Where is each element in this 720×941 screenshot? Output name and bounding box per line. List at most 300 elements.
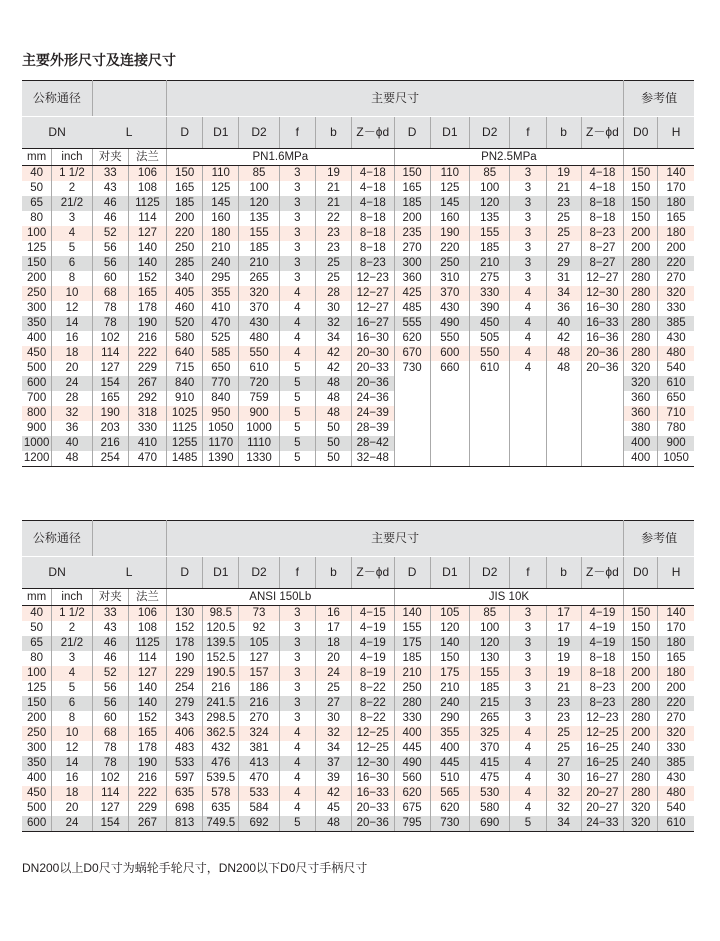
table-cell: 3 — [279, 256, 315, 271]
table-cell: 8−22 — [352, 696, 395, 711]
table-cell: 320 — [624, 801, 658, 816]
table-cell: 127 — [128, 666, 166, 681]
table-cell: 48 — [52, 451, 92, 467]
table-cell: 110 — [203, 166, 239, 182]
table-cell: 85 — [470, 606, 510, 622]
table-cell: 78 — [92, 316, 128, 331]
table-cell: 135 — [470, 211, 510, 226]
table-cell: 45 — [315, 801, 351, 816]
table-cell: 150 — [624, 606, 658, 622]
table-cell: 539.5 — [203, 771, 239, 786]
table-cell — [546, 376, 581, 391]
table-cell: 127 — [92, 361, 128, 376]
table-cell: 130 — [470, 651, 510, 666]
table-cell: 520 — [167, 316, 203, 331]
table-cell: 280 — [624, 286, 658, 301]
table-cell: 8−18 — [352, 226, 395, 241]
table-cell: 20−36 — [581, 346, 624, 361]
table-cell: 12−23 — [352, 271, 395, 286]
table-cell: 4 — [510, 756, 546, 771]
table-cell: 29 — [546, 256, 581, 271]
table-cell: 108 — [128, 621, 166, 636]
table-cell: 36 — [52, 421, 92, 436]
table-cell: 3 — [510, 196, 546, 211]
table-cell: 410 — [128, 436, 166, 451]
table-cell: 8−18 — [581, 666, 624, 681]
table-cell: 900 — [658, 436, 694, 451]
table-cell: 4−19 — [352, 636, 395, 651]
table-cell — [546, 436, 581, 451]
table-cell: 320 — [624, 376, 658, 391]
table-cell: 200 — [394, 211, 430, 226]
table-cell: 20−33 — [352, 801, 395, 816]
table-cell: 165 — [128, 726, 166, 741]
table-cell: 3 — [279, 271, 315, 286]
table-cell: 300 — [22, 741, 52, 756]
table-cell: 380 — [624, 421, 658, 436]
table-cell: 3 — [510, 696, 546, 711]
table-cell: 8−23 — [581, 226, 624, 241]
table-cell: 675 — [394, 801, 430, 816]
table-cell: 413 — [239, 756, 279, 771]
table-cell: 23 — [546, 696, 581, 711]
table-cell: 155 — [470, 666, 510, 681]
table-cell: 220 — [430, 241, 469, 256]
table-cell: 4 — [510, 286, 546, 301]
table-cell: 200 — [22, 711, 52, 726]
table-cell: 33 — [92, 166, 128, 182]
table-cell: 4 — [510, 801, 546, 816]
table-cell: 39 — [315, 771, 351, 786]
table-cell — [394, 451, 430, 467]
table-cell: 152 — [128, 711, 166, 726]
table-cell: 540 — [666, 802, 686, 814]
table-row — [22, 211, 694, 226]
table-cell: 8−18 — [581, 211, 624, 226]
table-cell: 200 — [624, 226, 658, 241]
unit-label-0: mm — [22, 149, 52, 166]
table-cell: 100 — [239, 181, 279, 196]
table-cell: 250 — [167, 241, 203, 256]
table-cell — [430, 421, 469, 436]
table-cell: 130 — [167, 606, 203, 622]
table-cell: 34 — [546, 286, 581, 301]
table-cell: 25 — [546, 226, 581, 241]
table-cell: 16−25 — [581, 756, 624, 771]
table-cell: 216 — [239, 696, 279, 711]
table-cell: 560 — [394, 771, 430, 786]
table-row — [22, 181, 694, 196]
table-cell: 190 — [128, 756, 166, 771]
table-cell: 620 — [394, 786, 430, 801]
table-cell: 330 — [394, 711, 430, 726]
table-cell: 3 — [279, 696, 315, 711]
table-cell: 730 — [430, 816, 469, 832]
table-cell: 178 — [167, 636, 203, 651]
table-cell: 265 — [470, 711, 510, 726]
table-cell: 8−23 — [352, 256, 395, 271]
table-cell: 154 — [92, 376, 128, 391]
table-cell: 325 — [470, 726, 510, 741]
table-cell: 240 — [624, 756, 658, 771]
table-cell: 48 — [315, 391, 351, 406]
table-row — [22, 651, 694, 666]
table-cell: 210 — [203, 241, 239, 256]
table-cell: 21 — [546, 181, 581, 196]
table-cell: 170 — [666, 182, 686, 194]
table-row — [22, 451, 694, 467]
table-cell: 1390 — [203, 451, 239, 467]
table-cell: 105 — [239, 636, 279, 651]
table-cell: 178 — [128, 301, 166, 316]
table-cell: 16−25 — [581, 741, 624, 756]
header-nominal-diameter: 公称通径 — [22, 521, 92, 557]
table-cell: 3 — [510, 621, 546, 636]
table-cell: 30 — [546, 771, 581, 786]
table-cell: 4 — [279, 786, 315, 801]
table-cell: 280 — [394, 696, 430, 711]
table-cell: 1000 — [22, 436, 52, 451]
table-cell: 3 — [510, 226, 546, 241]
header-nominal-diameter: 公称通径 — [22, 81, 92, 117]
table-cell: 18 — [315, 636, 351, 651]
table-cell: 555 — [394, 316, 430, 331]
table-cell: 65 — [22, 636, 52, 651]
table-row — [22, 696, 694, 711]
table-cell: 250 — [22, 726, 52, 741]
table-cell — [430, 451, 469, 467]
header-spacer — [92, 81, 166, 117]
table-cell: 155 — [394, 621, 430, 636]
table-cell: 27 — [546, 241, 581, 256]
table-cell: 360 — [624, 406, 658, 421]
table-cell: 165 — [128, 286, 166, 301]
table-cell: 185 — [394, 196, 430, 211]
table-cell — [581, 391, 624, 406]
table-cell: 2 — [52, 621, 92, 636]
table-cell: 50 — [315, 436, 351, 451]
table-cell: 3 — [279, 196, 315, 211]
table-cell: 390 — [470, 301, 510, 316]
table-cell: 355 — [203, 286, 239, 301]
table-cell: 24 — [315, 666, 351, 681]
table-cell: 8−27 — [581, 241, 624, 256]
header-col-b: b — [315, 117, 351, 149]
table-cell: 275 — [470, 271, 510, 286]
table-cell: 759 — [239, 391, 279, 406]
table-cell: 1050 — [658, 451, 694, 467]
table-cell: 20−36 — [352, 376, 395, 391]
table-cell: 485 — [394, 301, 430, 316]
unit-label-2: 对夹 — [92, 589, 128, 606]
table-cell: 610 — [658, 376, 694, 391]
table-row — [22, 756, 694, 771]
table-cell: 100 — [22, 666, 52, 681]
table-cell: 186 — [239, 681, 279, 696]
table-cell: 4 — [279, 771, 315, 786]
table-cell: 23 — [546, 196, 581, 211]
table-cell: 185 — [239, 241, 279, 256]
table-cell: 290 — [430, 711, 469, 726]
table-cell — [430, 376, 469, 391]
table-cell: 800 — [22, 406, 52, 421]
table-cell: 620 — [430, 801, 469, 816]
table-cell: 480 — [239, 331, 279, 346]
header-col-f: f — [510, 117, 546, 149]
table-cell: 12−27 — [581, 271, 624, 286]
table-cell: 280 — [624, 696, 658, 711]
table-cell: 170 — [666, 622, 686, 634]
table-cell: 310 — [430, 271, 469, 286]
table-cell: 300 — [22, 301, 52, 316]
table-cell: 114 — [128, 211, 166, 226]
header-col-zd: Z－ϕd — [352, 557, 395, 589]
table-cell: 25 — [546, 741, 581, 756]
table-cell: 350 — [22, 756, 52, 771]
table-cell: 400 — [22, 771, 52, 786]
table-cell: 3 — [510, 271, 546, 286]
table-cell: 185 — [394, 651, 430, 666]
table-cell: 12 — [52, 301, 92, 316]
table-cell: 370 — [470, 741, 510, 756]
table-cell — [581, 406, 624, 421]
table-cell: 16−36 — [581, 331, 624, 346]
table-cell: 4 — [510, 741, 546, 756]
table-row — [22, 816, 694, 832]
table-cell: 3 — [279, 606, 315, 622]
unit-label-2: 对夹 — [92, 149, 128, 166]
table-cell: 139.5 — [203, 636, 239, 651]
table-cell: 152 — [128, 271, 166, 286]
table-cell: 24 — [52, 816, 92, 832]
standard-right-label: PN2.5MPa — [394, 149, 624, 166]
table-row — [22, 711, 694, 726]
table-cell: 222 — [128, 346, 166, 361]
table-cell: 68 — [92, 286, 128, 301]
table-cell: 220 — [167, 226, 203, 241]
table-cell: 165 — [666, 212, 686, 224]
header-main-dimensions: 主要尺寸 — [167, 81, 624, 117]
table-cell: 200 — [624, 241, 658, 256]
table-cell: 5 — [279, 391, 315, 406]
table-cell: 730 — [394, 361, 430, 376]
table-cell: 235 — [394, 226, 430, 241]
table-cell: 3 — [510, 711, 546, 726]
table-cell: 3 — [279, 666, 315, 681]
table-row — [22, 256, 694, 271]
table-cell: 370 — [430, 286, 469, 301]
table-cell: 510 — [430, 771, 469, 786]
table-cell: 1 1/2 — [52, 166, 92, 182]
table-cell: 200 — [624, 681, 658, 696]
table-cell — [510, 451, 546, 467]
table-cell: 597 — [167, 771, 203, 786]
table-cell: 4 — [510, 316, 546, 331]
table-cell: 3 — [52, 651, 92, 666]
table-cell: 525 — [203, 331, 239, 346]
standard-left-label: PN1.6MPa — [167, 149, 394, 166]
table-cell: 1125 — [167, 421, 203, 436]
table-cell: 8−18 — [352, 241, 395, 256]
table-cell: 3 — [279, 681, 315, 696]
table-cell: 20 — [52, 801, 92, 816]
table-cell: 140 — [394, 606, 430, 622]
table-cell: 127 — [92, 801, 128, 816]
table-cell: 700 — [22, 391, 52, 406]
table-cell: 430 — [430, 301, 469, 316]
table-cell: 154 — [92, 816, 128, 832]
table-cell: 4 — [279, 331, 315, 346]
header-h: H — [658, 557, 694, 589]
header-col-zd: Z－ϕd — [352, 117, 395, 149]
table-cell: 425 — [394, 286, 430, 301]
table-cell: 16−27 — [581, 771, 624, 786]
table-cell: 34 — [315, 741, 351, 756]
header-col-d1: D1 — [430, 557, 469, 589]
table-cell: 370 — [239, 301, 279, 316]
table-cell: 48 — [546, 346, 581, 361]
table-cell: 190 — [128, 316, 166, 331]
table-cell: 320 — [658, 286, 694, 301]
table-cell: 56 — [92, 696, 128, 711]
table-cell: 125 — [430, 181, 469, 196]
table-row — [22, 801, 694, 816]
table-cell: 330 — [128, 421, 166, 436]
table-cell: 610 — [239, 361, 279, 376]
table-cell: 220 — [658, 696, 694, 711]
table-cell: 445 — [394, 741, 430, 756]
table-cell: 165 — [666, 652, 686, 664]
table-cell — [581, 421, 624, 436]
table-cell: 155 — [470, 226, 510, 241]
table-cell: 24−39 — [352, 406, 395, 421]
table-cell: 32−48 — [352, 451, 395, 467]
table-cell: 840 — [203, 391, 239, 406]
table-cell: 360 — [624, 391, 658, 406]
table-cell: 32 — [315, 316, 351, 331]
table-cell: 180 — [658, 666, 694, 681]
table-cell: 710 — [658, 406, 694, 421]
table-cell: 16−30 — [352, 771, 395, 786]
table-cell: 85 — [470, 166, 510, 182]
table-cell: 216 — [92, 436, 128, 451]
table-cell: 106 — [128, 606, 166, 622]
table-row — [22, 421, 694, 436]
table-cell: 190 — [167, 651, 203, 666]
table-cell: 565 — [430, 786, 469, 801]
table-cell: 4−19 — [581, 606, 624, 622]
table-cell: 150 — [167, 166, 203, 182]
table-cell: 4 — [279, 741, 315, 756]
table-cell: 3 — [279, 621, 315, 636]
table-cell: 480 — [658, 346, 694, 361]
table-cell — [546, 391, 581, 406]
table-cell: 216 — [128, 771, 166, 786]
table-cell: 180 — [658, 636, 694, 651]
table-cell: 216 — [128, 331, 166, 346]
table-row — [22, 376, 694, 391]
table-cell: 28 — [315, 286, 351, 301]
table-cell: 28−42 — [352, 436, 395, 451]
table-cell: 267 — [128, 816, 166, 832]
table-cell — [470, 421, 510, 436]
table-cell: 4−19 — [581, 621, 624, 636]
table-row — [22, 666, 694, 681]
table-cell: 14 — [52, 756, 92, 771]
table-cell: 5 — [510, 816, 546, 832]
table-cell: 46 — [92, 211, 128, 226]
table-cell: 37 — [315, 756, 351, 771]
table-cell: 185 — [470, 241, 510, 256]
table-cell: 185 — [167, 196, 203, 211]
unit-label-1: inch — [52, 589, 92, 606]
table-row — [22, 331, 694, 346]
table-row — [22, 241, 694, 256]
table-cell: 46 — [92, 651, 128, 666]
header-dn: DN — [22, 117, 92, 149]
table-cell: 5 — [279, 406, 315, 421]
table-cell — [394, 376, 430, 391]
table-cell: 114 — [92, 786, 128, 801]
table-cell: 73 — [239, 606, 279, 622]
table-cell: 125 — [22, 241, 52, 256]
header-col-b: b — [546, 117, 581, 149]
table-cell: 19 — [546, 636, 581, 651]
table-cell: 698 — [167, 801, 203, 816]
table-cell: 56 — [92, 681, 128, 696]
table-cell: 78 — [92, 741, 128, 756]
table-cell: 640 — [167, 346, 203, 361]
table-cell: 292 — [128, 391, 166, 406]
table-cell: 17 — [315, 621, 351, 636]
table-cell: 3 — [510, 666, 546, 681]
table-cell: 21 — [546, 681, 581, 696]
header-col-d1: D1 — [203, 117, 239, 149]
header-col-zd: Z－ϕd — [581, 557, 624, 589]
table-cell: 430 — [666, 772, 686, 784]
table-cell: 1050 — [203, 421, 239, 436]
table-row — [22, 786, 694, 801]
table-cell: 320 — [624, 361, 658, 376]
table-cell: 48 — [546, 361, 581, 376]
table-cell: 210 — [394, 666, 430, 681]
header-col-d: D — [394, 557, 430, 589]
table-cell: 20 — [52, 361, 92, 376]
table-cell — [470, 436, 510, 451]
table-cell: 78 — [92, 756, 128, 771]
table-cell: 670 — [394, 346, 430, 361]
table-cell: 5 — [52, 241, 92, 256]
table-cell: 6 — [52, 696, 92, 711]
table-row — [22, 166, 694, 182]
table-cell: 241.5 — [203, 696, 239, 711]
table-cell: 610 — [658, 816, 694, 832]
table-cell: 3 — [510, 606, 546, 622]
table-cell: 4−15 — [352, 606, 395, 622]
table-cell: 25 — [315, 681, 351, 696]
table-row — [22, 606, 694, 622]
table-cell: 30 — [315, 301, 351, 316]
table-cell: 50 — [315, 421, 351, 436]
table-cell: 85 — [239, 166, 279, 182]
table-cell: 23 — [315, 226, 351, 241]
unit-spacer — [624, 589, 694, 606]
table-cell: 324 — [239, 726, 279, 741]
table-cell: 16−30 — [352, 331, 395, 346]
table-cell: 533 — [239, 786, 279, 801]
table-cell: 4−19 — [352, 621, 395, 636]
table-cell: 320 — [624, 816, 658, 832]
